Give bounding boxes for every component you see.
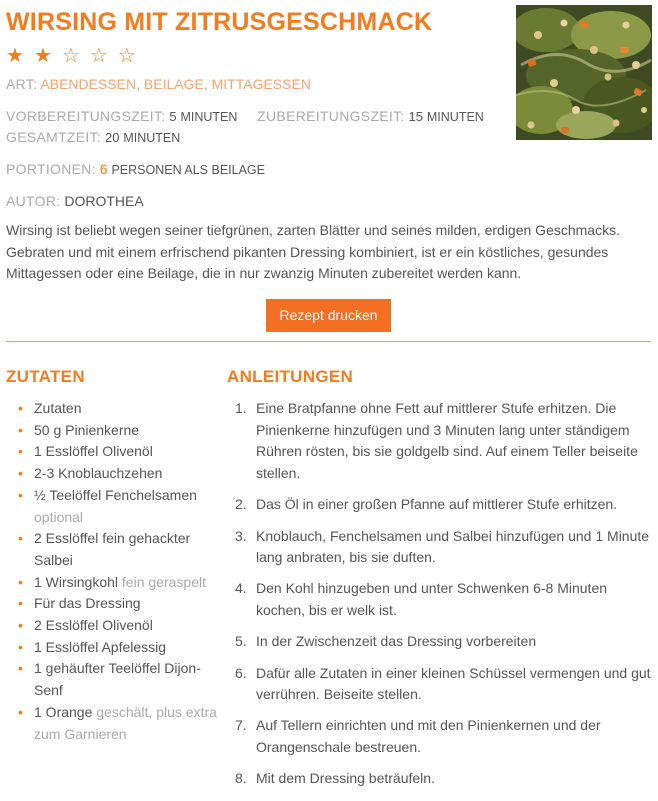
category-row bbox=[6, 76, 311, 92]
ingredient-item bbox=[14, 398, 222, 420]
servings-unit: PERSONEN ALS BEILAGE bbox=[111, 163, 265, 177]
ingredient-text: 1 Esslöffel Apfelessig bbox=[34, 638, 167, 655]
star-empty-icon[interactable]: ☆ bbox=[89, 45, 118, 67]
category-label: ART: bbox=[6, 76, 38, 92]
ingredient-text: ½ Teelöffel Fenchelsamen bbox=[34, 486, 197, 503]
prep-time-value: 5 bbox=[169, 109, 177, 124]
instruction-step bbox=[233, 526, 653, 569]
instruction-step bbox=[233, 494, 653, 516]
instruction-step bbox=[233, 715, 653, 758]
section-divider bbox=[6, 341, 651, 342]
ingredient-item bbox=[14, 441, 222, 463]
star-filled-icon[interactable]: ★ bbox=[6, 45, 34, 67]
prep-time-row bbox=[6, 108, 484, 124]
instructions-heading: ANLEITUNGEN bbox=[227, 367, 354, 386]
recipe-description: Wirsing ist beliebt wegen seiner tiefgrünen, zarten Blätter und seines milden, erdigen Geschmacks. Gebraten und mit einem erfrischend pikanten Dressing kombiniert, ist er ein köstliches, gesundes Mittagessen oder eine Beilage, die in nur zwanzig Minuten zubereitet werden kann. bbox=[6, 222, 620, 281]
ingredient-item bbox=[14, 463, 222, 485]
cook-time-value: 15 bbox=[408, 109, 423, 124]
servings-value[interactable]: 6 bbox=[99, 161, 108, 177]
rating-stars[interactable] bbox=[6, 43, 146, 68]
ingredient-text: 2 Esslöffel Olivenöl bbox=[34, 617, 153, 634]
step-text: Auf Tellern einrichten und mit den Pinienkernen und der Orangenschale bestreuen. bbox=[256, 717, 601, 756]
ingredient-text: 1 Wirsingkohl bbox=[34, 573, 119, 590]
ingredients-list bbox=[14, 398, 222, 745]
ingredient-item bbox=[14, 593, 222, 615]
step-number: 2. bbox=[235, 496, 247, 513]
cook-time-unit: MINUTEN bbox=[426, 110, 484, 124]
step-text: Den Kohl hinzugeben und unter Schwenken 6-8 Minuten kochen, bis er welk ist. bbox=[256, 580, 608, 619]
total-time-label: GESAMTZEIT: bbox=[6, 129, 102, 145]
category-link[interactable]: MITTAGESSEN bbox=[211, 76, 311, 92]
instruction-step bbox=[233, 578, 653, 621]
ingredient-item bbox=[14, 658, 222, 701]
ingredient-item bbox=[14, 637, 222, 659]
recipe-photo-image bbox=[516, 5, 652, 140]
ingredient-text: 1 Orange bbox=[34, 703, 93, 720]
ingredient-item bbox=[14, 702, 222, 745]
ingredient-text: 50 g Pinienkerne bbox=[34, 421, 140, 438]
ingredient-note: geschält, plus extra zum Garnieren bbox=[34, 703, 217, 742]
step-number: 7. bbox=[235, 717, 247, 734]
ingredient-text: 1 Esslöffel Olivenöl bbox=[34, 443, 153, 460]
category-separator: , bbox=[136, 76, 144, 92]
total-time-unit: MINUTEN bbox=[123, 131, 181, 145]
step-number: 6. bbox=[235, 664, 247, 681]
ingredient-text: 2 Esslöffel fein gehackter Salbei bbox=[34, 530, 191, 568]
ingredient-item bbox=[14, 572, 222, 594]
step-text: Dafür alle Zutaten in einer kleinen Schüssel vermengen und gut verrühren. Beiseite stellen. bbox=[256, 664, 651, 703]
step-number: 5. bbox=[235, 633, 247, 650]
ingredient-item bbox=[14, 528, 222, 571]
step-number: 4. bbox=[235, 580, 247, 597]
prep-time-unit: MINUTEN bbox=[180, 110, 238, 124]
step-text: Eine Bratpfanne ohne Fett auf mittlerer Stufe erhitzen. Die Pinienkerne hinzufügen und 3 Minuten lang unter ständigem Rühren rösten, bis sie goldgelb sind. Auf einem Teller beiseite stellen. bbox=[256, 400, 638, 482]
step-text: Knoblauch, Fenchelsamen und Salbei hinzufügen und 1 Minute lang anbraten, bis sie duften. bbox=[256, 527, 650, 566]
recipe-photo bbox=[516, 5, 652, 140]
servings-row bbox=[6, 161, 265, 177]
ingredient-text: Für das Dressing bbox=[34, 595, 141, 612]
star-empty-icon[interactable]: ☆ bbox=[117, 45, 146, 67]
step-text: In der Zwischenzeit das Dressing vorbereiten bbox=[256, 633, 537, 650]
category-link[interactable]: ABENDESSEN bbox=[40, 76, 137, 92]
instruction-step bbox=[233, 768, 653, 790]
ingredient-text: 1 gehäufter Teelöffel Dijon-Senf bbox=[34, 660, 201, 699]
instruction-step bbox=[233, 398, 653, 485]
step-number: 3. bbox=[235, 527, 247, 544]
instructions-list bbox=[233, 398, 653, 800]
total-time-row bbox=[6, 129, 180, 145]
prep-time-label: VORBEREITUNGSZEIT: bbox=[6, 108, 166, 124]
category-link[interactable]: BEILAGE bbox=[143, 76, 204, 92]
ingredient-note: optional bbox=[34, 508, 84, 525]
ingredient-item bbox=[14, 485, 222, 528]
ingredient-text: Zutaten bbox=[34, 400, 82, 416]
step-number: 8. bbox=[235, 770, 247, 787]
ingredients-heading: ZUTATEN bbox=[6, 367, 85, 386]
ingredient-text: 2-3 Knoblauchzehen bbox=[34, 465, 163, 482]
instruction-step bbox=[233, 663, 653, 706]
star-filled-icon[interactable]: ★ bbox=[33, 45, 62, 67]
step-number: 1. bbox=[235, 400, 247, 416]
step-text: Mit dem Dressing beträufeln. bbox=[256, 770, 435, 787]
cook-time-label: ZUBEREITUNGSZEIT: bbox=[257, 108, 405, 124]
total-time-value: 20 bbox=[104, 130, 120, 145]
ingredient-item bbox=[14, 420, 222, 442]
star-empty-icon[interactable]: ☆ bbox=[61, 45, 90, 67]
servings-label: PORTIONEN: bbox=[6, 161, 96, 177]
print-recipe-button[interactable]: Rezept drucken bbox=[266, 299, 391, 332]
step-text: Das Öl in einer großen Pfanne auf mittlerer Stufe erhitzen. bbox=[256, 496, 618, 513]
author-label: AUTOR: bbox=[6, 193, 61, 209]
author-name: DOROTHEA bbox=[64, 193, 144, 209]
recipe-title: WIRSING MIT ZITRUSGESCHMACK bbox=[6, 8, 433, 36]
ingredient-item bbox=[14, 615, 222, 637]
instruction-step bbox=[233, 631, 653, 653]
ingredient-note: fein geraspelt bbox=[121, 573, 206, 590]
author-row bbox=[6, 193, 144, 209]
category-separator: , bbox=[203, 76, 212, 92]
